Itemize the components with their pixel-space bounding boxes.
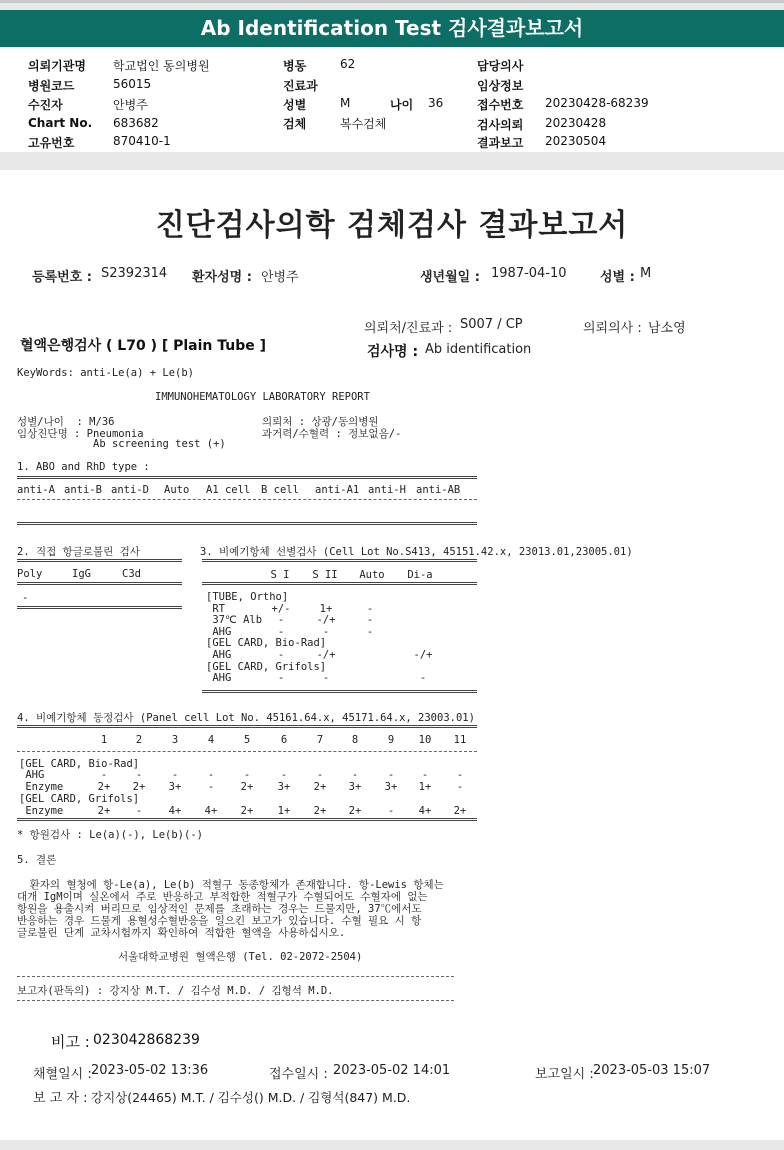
clinical-info-label: 임상정보 [477, 79, 524, 93]
doctor-label: 의뢰의사 : [583, 321, 642, 336]
s1-col-header: anti-AB [416, 484, 461, 496]
received-label: 접수일시 : [269, 1067, 328, 1082]
keywords: KeyWords: anti-Le(a) + Le(b) [17, 367, 195, 379]
accession-value: 20230428-68239 [545, 96, 649, 110]
hospital-label: 의뢰기관명 [28, 59, 86, 73]
s3-cell: - [322, 625, 330, 638]
s4-col-header: 7 [316, 734, 324, 746]
s4-cell: - [387, 805, 395, 817]
s5-title: 5. 결론 [17, 854, 57, 866]
conclusion-line-1: 환자의 혈청에 항-Le(a), Le(b) 적혈구 동종항체가 존재합니다. 항-Lewis 항체는 [17, 879, 444, 891]
received-value: 2023-05-02 14:01 [333, 1063, 451, 1078]
hospital-code-value: 56015 [113, 77, 152, 91]
s1-col-header: Auto [164, 484, 190, 496]
s1-title: 1. ABO and RhD type : [17, 461, 150, 473]
dept-value: S007 / CP [460, 317, 523, 332]
s3-row-label: AHG [206, 625, 232, 638]
s4-col-header: 11 [453, 734, 467, 746]
sex-label: 성별 [283, 98, 307, 112]
s1-col-header: anti-B [64, 484, 102, 496]
s1-col-header: A1 cell [206, 484, 251, 496]
result-date-label: 결과보고 [477, 136, 524, 150]
s1-col-header: B cell [261, 484, 299, 496]
s1-col-header: anti-A [17, 484, 55, 496]
s3-cell: -/+ [316, 649, 336, 661]
s4-cell: 3+ [277, 781, 291, 793]
s4-cell: - [316, 769, 324, 781]
s4-col-header: 4 [207, 734, 215, 746]
s3-col-header: Di-a [407, 569, 433, 581]
s4-row-label: Enzyme [19, 805, 64, 817]
lab-heading: IMMUNOHEMATOLOGY LABORATORY REPORT [155, 391, 370, 403]
dob-value: 1987-04-10 [491, 266, 567, 281]
physician-label: 담당의사 [477, 59, 524, 73]
hospital-value: 학교법인 동의병원 [113, 59, 210, 73]
s4-cell: - [351, 769, 359, 781]
reporter-bottom-rule [17, 1000, 454, 1001]
note-label: 비고 : [51, 1033, 90, 1051]
s3-row-label: [TUBE, Ortho] [206, 591, 289, 603]
s4-col-header: 2 [135, 734, 143, 746]
s4-bottom-rule [17, 818, 477, 821]
s4-cell: 2+ [240, 805, 254, 817]
s3-title: 3. 비예기항체 선별검사 (Cell Lot No.S413, 45151.42.x, 23013.01,23005.01) [200, 546, 633, 558]
s2-header-rule [17, 582, 182, 585]
s4-cell: 3+ [168, 781, 182, 793]
s3-row-label: RT [206, 602, 225, 615]
s3-top-rule [202, 559, 477, 562]
footer-reporter-value: 강지상(24465) M.T. / 김수성() M.D. / 김형석(847) M.D. [91, 1090, 411, 1105]
s2-bottom-rule [17, 606, 182, 609]
s4-cell: - [135, 805, 143, 817]
s3-cell: - [419, 672, 427, 685]
s1-bottom-rule [17, 522, 477, 525]
lab-reporter: 보고자(판독의) : 강지상 M.T. / 김수성 M.D. / 김형석 M.D. [17, 985, 334, 997]
dob-label: 생년월일 : [420, 270, 480, 285]
s3-col-header: Auto [359, 569, 385, 581]
s3-col-header: S I [270, 569, 290, 581]
lab-client: 의뢰처 : 상광/동의병원 [262, 416, 379, 428]
patient-label: 수진자 [28, 98, 63, 112]
s3-cell: 1+ [319, 602, 333, 615]
report-title: 진단검사의학 검체검사 결과보고서 [155, 208, 629, 243]
unique-no-value: 870410-1 [113, 134, 171, 148]
reported-value: 2023-05-03 15:07 [593, 1063, 711, 1078]
s4-col-header: 3 [171, 734, 179, 746]
collected-value: 2023-05-02 13:36 [91, 1063, 209, 1078]
unique-no-label: 고유번호 [28, 136, 75, 150]
s3-cell: - [277, 614, 285, 627]
s3-cell: +/- [271, 602, 291, 615]
footer-reporter-label: 보 고 자 : [33, 1091, 88, 1106]
report-sex-value: M [640, 266, 652, 281]
s3-row-label: [GEL CARD, Grifols] [206, 660, 327, 673]
testname-label: 검사명 : [367, 344, 419, 360]
s4-cell: - [280, 769, 288, 781]
s4-col-header: 5 [243, 734, 251, 746]
s3-bottom-rule [202, 690, 477, 693]
s4-cell: 1+ [277, 805, 291, 817]
report-paper [0, 170, 784, 1140]
lab-diagnosis: 임상진단명 : Pneumonia [17, 428, 144, 440]
department-label: 진료과 [283, 79, 318, 93]
lab-sex-age: 성별/나이 : M/36 [17, 416, 115, 428]
patient-name-label: 환자성명 : [192, 270, 252, 285]
age-value: 36 [428, 96, 444, 110]
request-date-value: 20230428 [545, 116, 607, 130]
s4-row-label: [GEL CARD, Grifols] [19, 793, 140, 805]
reported-label: 보고일시 : [535, 1067, 594, 1082]
s4-cell: 2+ [97, 781, 111, 793]
accession-label: 접수번호 [477, 98, 524, 112]
header-info [0, 48, 784, 152]
s4-cell: - [171, 769, 179, 781]
s2-top-rule [17, 559, 182, 562]
s4-cell: 1+ [418, 781, 432, 793]
s4-col-header: 1 [100, 734, 108, 746]
s2-col-poly: Poly [17, 568, 43, 580]
s3-cell: - [322, 672, 330, 685]
s3-header-rule [202, 582, 477, 585]
ward-label: 병동 [283, 59, 307, 73]
s4-cell: 3+ [384, 781, 398, 793]
s1-top-rule [17, 476, 477, 479]
request-date-label: 검사의뢰 [477, 118, 524, 132]
s4-cell: - [207, 781, 215, 793]
note-value: 023042868239 [93, 1032, 200, 1048]
s2-value: - [22, 592, 29, 604]
antigen-test: * 항원검사 : Le(a)(-), Le(b)(-) [17, 829, 203, 841]
sex-value: M [340, 96, 351, 110]
s4-cell: 2+ [453, 805, 467, 817]
report-banner [0, 10, 784, 47]
s4-top-rule [17, 725, 477, 728]
s4-cell: 2+ [132, 781, 146, 793]
s3-cell: -/+ [413, 649, 433, 661]
s3-cell: - [366, 614, 374, 627]
conclusion-line-3: 항원을 용출시켜 버리므로 임상적인 문제를 초래하는 경우는 드물지만, 37℃에서도 [17, 903, 422, 915]
s4-col-header: 10 [418, 734, 432, 746]
s4-row-label: [GEL CARD, Bio-Rad] [19, 758, 140, 770]
s4-row-label: Enzyme [19, 781, 64, 793]
s4-cell: 4+ [418, 805, 432, 817]
s3-cell: - [277, 672, 285, 685]
ward-value: 62 [340, 57, 356, 71]
age-label: 나이 [390, 98, 414, 112]
s3-row-label: 37℃ Alb [206, 614, 263, 627]
s2-col-igg: IgG [72, 568, 91, 580]
s4-cell: 2+ [348, 805, 362, 817]
s3-cell: - [366, 625, 374, 638]
s3-row-label: [GEL CARD, Bio-Rad] [206, 637, 327, 650]
s3-col-header: S II [312, 569, 338, 581]
s4-cell: 2+ [313, 805, 327, 817]
collected-label: 채혈일시 : [33, 1067, 92, 1082]
reporter-top-rule [17, 976, 454, 977]
lab-history: 과거력/수혈력 : 정보없음/- [262, 428, 402, 440]
s4-cell: - [207, 769, 215, 781]
s1-col-header: anti-D [111, 484, 149, 496]
reg-no-label: 등록번호 : [32, 270, 92, 285]
s4-cell: - [421, 769, 429, 781]
s4-cell: - [135, 769, 143, 781]
s3-cell: - [366, 602, 374, 615]
banner-title: Ab Identification Test 검사결과보고서 [200, 16, 584, 40]
s2-title: 2. 직접 항글로불린 검사 [17, 546, 140, 558]
s4-cell: 2+ [97, 805, 111, 817]
s4-col-header: 9 [387, 734, 395, 746]
s3-row-label: AHG [206, 649, 232, 661]
lab-screening: Ab screening test (+) [93, 438, 226, 450]
s4-header-rule [17, 751, 477, 752]
specimen-value: 복수검체 [340, 117, 387, 131]
s4-cell: - [243, 769, 251, 781]
conclusion-line-5: 글로불린 단계 교차시험까지 확인하여 적합한 혈액을 사용하십시오. [17, 927, 346, 939]
s4-row-label: AHG [19, 769, 45, 781]
report-sex-label: 성별 : [600, 270, 635, 285]
s3-row-label: AHG [206, 672, 232, 685]
conclusion-line-2: 대개 IgM이며 실온에서 주로 반응하고 부적합한 적혈구가 수혈되어도 수혈자에 없는 [17, 891, 428, 903]
section-title: 혈액은행검사 ( L70 ) [ Plain Tube ] [20, 338, 267, 354]
reg-no-value: S2392314 [101, 266, 168, 281]
result-date-value: 20230504 [545, 134, 607, 148]
s2-col-c3d: C3d [122, 568, 141, 580]
s1-header-rule [17, 499, 477, 500]
top-border [0, 0, 784, 3]
specimen-label: 검체 [283, 117, 307, 131]
s1-col-header: anti-H [368, 484, 406, 496]
s4-title: 4. 비예기항체 동정검사 (Panel cell Lot No. 45161.64.x, 45171.64.x, 23003.01) [17, 712, 475, 724]
s4-cell: - [100, 769, 108, 781]
s3-cell: -/+ [316, 614, 336, 627]
s3-cell: - [277, 625, 285, 638]
testname-value: Ab identification [425, 342, 532, 357]
hospital-code-label: 병원코드 [28, 79, 75, 93]
s4-cell: - [456, 781, 464, 793]
chart-no-value: 683682 [113, 116, 159, 130]
blood-bank: 서울대학교병원 혈액은행 (Tel. 02-2072-2504) [118, 951, 363, 963]
doctor-value: 남소영 [648, 321, 686, 336]
s4-cell: 2+ [313, 781, 327, 793]
s4-cell: 3+ [348, 781, 362, 793]
patient-value: 안병주 [113, 98, 148, 112]
dept-label: 의뢰처/진료과 : [364, 321, 453, 336]
s1-col-header: anti-A1 [315, 484, 360, 496]
s4-cell: 2+ [240, 781, 254, 793]
s4-cell: 4+ [168, 805, 182, 817]
s4-cell: 4+ [204, 805, 218, 817]
s4-col-header: 6 [280, 734, 288, 746]
s3-cell: - [277, 649, 285, 661]
s4-col-header: 8 [351, 734, 359, 746]
s4-cell: - [387, 769, 395, 781]
s4-cell: - [456, 769, 464, 781]
conclusion-line-4: 반응하는 경우 드물게 용혈성수혈반응을 일으킨 보고가 있습니다. 수혈 필요 시 항 [17, 915, 422, 927]
patient-name-value: 안병주 [261, 270, 299, 285]
chart-no-label: Chart No. [28, 116, 93, 130]
